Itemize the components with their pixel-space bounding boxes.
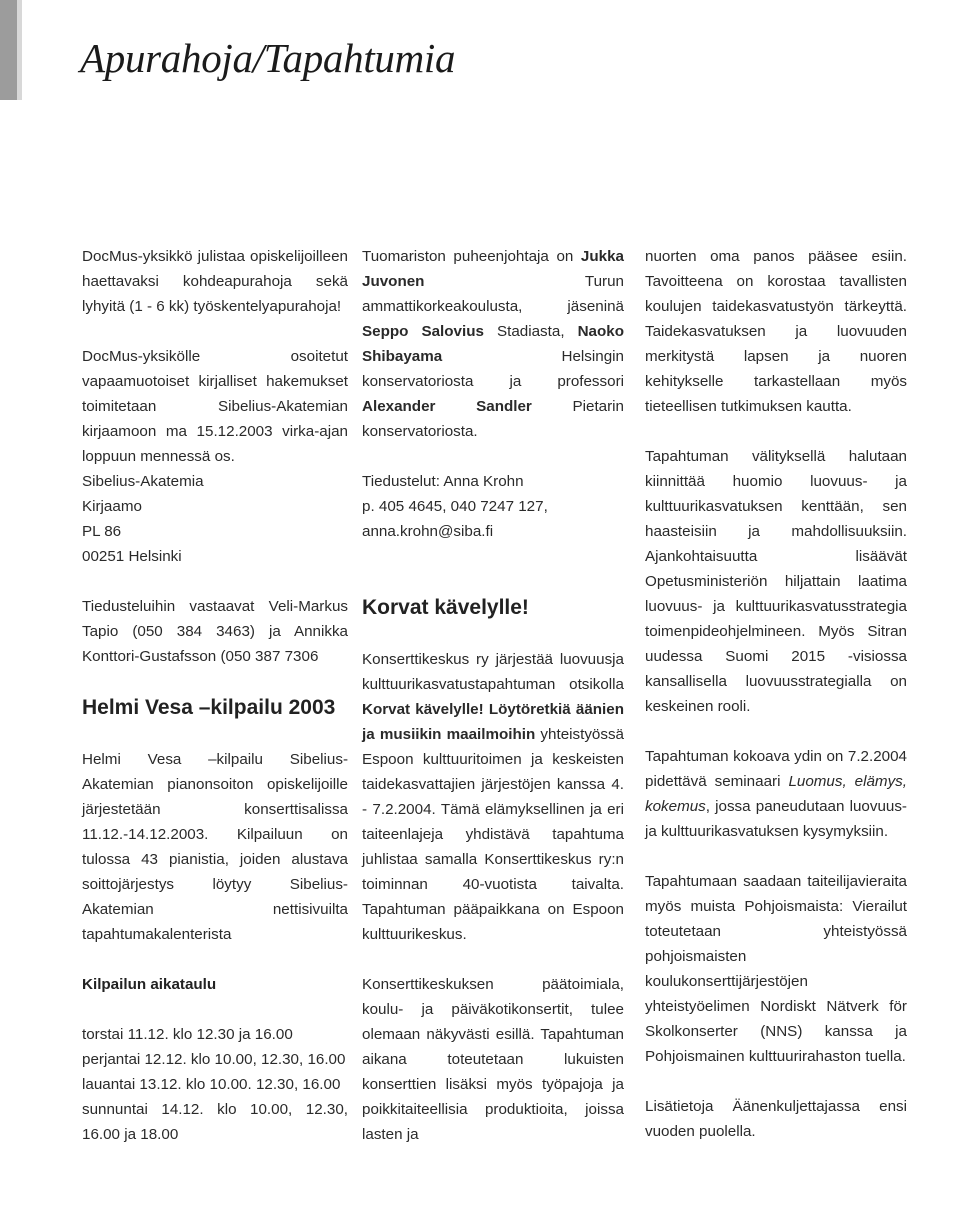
docmus-application: DocMus-yksikölle osoitetut vapaamuotoiset kirjalliset hakemukset toimitetaan Sibelius-Akatemian kirjaamoon ma 15.12.2003 virka-ajan loppuun mennessä os.	[82, 348, 348, 465]
contact-block	[362, 469, 624, 544]
address-line: 00251 Helsinki	[82, 548, 182, 565]
seminar-paragraph	[645, 744, 907, 844]
seminar-text: Tapahtuman kokoava ydin on 7.2.2004 pidettävä seminaari	[645, 748, 907, 790]
korvat-text: Konserttikeskus ry järjestää luovuusja kulttuurikasvatustapahtuman otsikolla	[362, 651, 624, 693]
korvat-text: yhteistyössä Espoon kulttuuritoimen ja keskeisten taidekasvattajien järjestöjen kanssa 4. - 7.2.2004. Tämä elämyksellinen ja eri taiteenlajeja yhdistävä tapahtuma juhlistaa samalla Konserttikeskus ry:n toiminnan 40-vuotista taivalta. Tapahtuman pääpaikkana on Espoon kulttuurikeskus.	[362, 726, 624, 943]
seminar-title: Luomus, elämys, kokemus	[645, 773, 907, 815]
docmus-announcement: DocMus-yksikkö julistaa opiskelijoilleen haettavaksi kohdeapurahoja sekä lyhyitä (1 - 6 kk) työskentelyapurahoja!	[82, 248, 348, 315]
schedule-item: torstai 11.12. klo 12.30 ja 16.00	[82, 1026, 293, 1043]
korvat-description	[362, 647, 624, 947]
edge-bar	[0, 0, 17, 100]
heading-helmi-vesa: Helmi Vesa –kilpailu 2003	[82, 696, 336, 719]
edge-bar-highlight	[17, 0, 22, 100]
jury-text: Tuomariston puheenjohtaja on	[362, 248, 581, 265]
schedule-list	[82, 1022, 348, 1147]
jury-paragraph	[362, 244, 624, 444]
mailing-address	[82, 469, 348, 569]
contact-line: Tiedustelut: Anna Krohn	[362, 473, 524, 490]
column-1	[82, 244, 348, 1147]
schedule-item: sunnuntai 14.12. klo 10.00, 12.30, 16.00 ja 18.00	[82, 1101, 348, 1143]
contact-line: p. 405 4645, 040 7247 127,	[362, 498, 548, 515]
jury-text: Pietarin konservatoriosta.	[362, 398, 624, 440]
jury-member-name: Naoko Shibayama	[362, 323, 625, 365]
inquiries-contact: Tiedusteluihin vastaavat Veli-Markus Tapio (050 384 3463) ja Annikka Konttori-Gustafsson (050 387 7306	[82, 598, 348, 665]
schedule-item: perjantai 12.12. klo 10.00, 12.30, 16.00	[82, 1051, 346, 1068]
jury-member-name: Seppo Salovius	[362, 323, 484, 340]
heading-schedule: Kilpailun aikataulu	[82, 976, 217, 993]
seminar-text: , jossa paneudutaan luovuus- ja kulttuurikasvatuksen kysymyksiin.	[645, 798, 907, 840]
helmi-vesa-description: Helmi Vesa –kilpailu Sibelius-Akatemian pianonsoiton opiskelijoille järjestetään konserttisalissa 11.12.-14.12.2003. Kilpailuun on tulossa 43 pianistia, joiden alustava soittojärjestys löytyy Sibelius-Akatemian nettisivuilta tapahtumakalenterista	[82, 751, 348, 943]
jury-text: Helsingin konservatoriosta ja professori	[362, 348, 624, 390]
address-line: PL 86	[82, 523, 122, 540]
schedule-item: lauantai 13.12. klo 10.00. 12.30, 16.00	[82, 1076, 341, 1093]
mediation-paragraph: Tapahtuman välityksellä halutaan kiinnittää huomio luovuus- ja kulttuurikasvatuksen kenttään, sen haasteisiin ja mahdollisuuksiin. Ajankohtaisuutta lisäävät Opetusministeriön hiljattain laatima luovuus- ja kulttuurikasvatusstrategia toimenpideohjelmineen. Myös Sitran uudessa Suomi 2015 -visiossa kansallisella luovuusstrategialla on keskeinen rooli.	[645, 448, 907, 715]
address-line: Kirjaamo	[82, 498, 142, 515]
jury-member-name: Alexander Sandler	[362, 398, 532, 415]
jury-text: Stadiasta,	[483, 323, 578, 340]
nordic-paragraph: Tapahtumaan saadaan taiteilijavieraita myös muista Pohjoismaista: Vierailut toteutetaan yhteistyössä pohjoismaisten koulukonserttijärjestöjen yhteistyöelimen Nordiskt Nätverk för Skolkonserter (NNS) kanssa ja Pohjoismainen kulttuurirahaston tuella.	[645, 873, 907, 1065]
heading-korvat-kavelylle: Korvat kävelylle!	[362, 596, 529, 619]
address-line: Sibelius-Akatemia	[82, 473, 204, 490]
jury-member-name: Jukka Juvonen	[362, 248, 624, 290]
column-2	[362, 244, 624, 1147]
continuation-paragraph: nuorten oma panos pääsee esiin. Tavoitteena on korostaa tavallisten koulujen taidekasvatustyön tärkeyttä. Taidekasvatuksen ja luovuuden merkitystä lapsen ja nuoren kehitykselle tarkastellaan myös tieteellisen tutkimuksen kautta.	[645, 248, 907, 415]
jury-text: Turun ammattikorkeakoulusta, jäseninä	[362, 273, 624, 315]
column-3	[645, 244, 907, 1144]
contact-email: anna.krohn@siba.fi	[362, 523, 494, 540]
more-info-paragraph: Lisätietoja Äänenkuljettajassa ensi vuoden puolella.	[645, 1098, 907, 1140]
event-name: Korvat kävelylle! Löytöretkiä äänien ja musiikin maailmoihin	[362, 701, 624, 743]
main-area-paragraph: Konserttikeskuksen päätoimiala, koulu- ja päiväkotikonsertit, tulee olemaan näkyvästi esillä. Tapahtuman aikana toteutetaan lukuisten konserttien lisäksi myös työpajoja ja poikkitaiteellisia produktioita, joissa lasten ja	[362, 976, 624, 1143]
page-title: Apurahoja/Tapahtumia	[80, 35, 456, 81]
